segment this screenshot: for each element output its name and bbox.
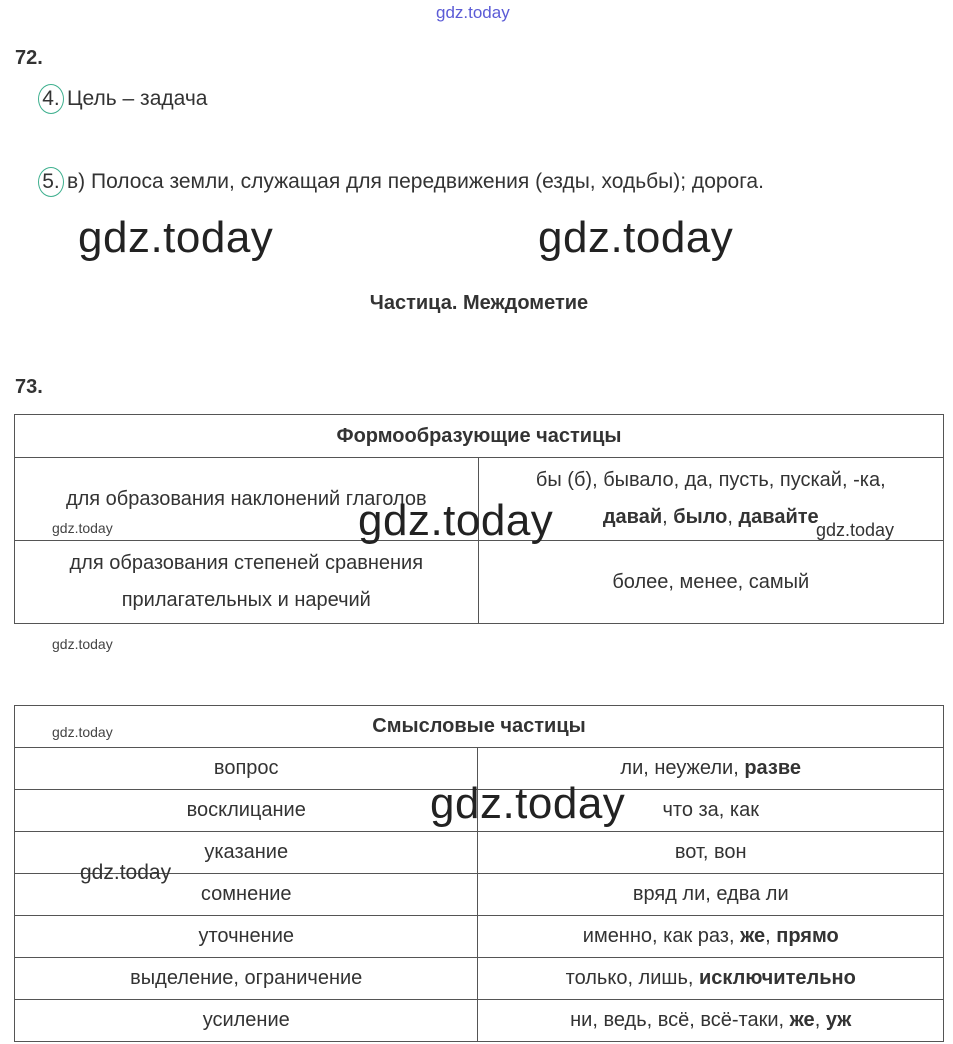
- table-header-row: [15, 706, 944, 748]
- bold-particle: разве: [744, 757, 802, 779]
- particles-text: что за, как: [662, 799, 759, 821]
- task-72-number: 72.: [15, 47, 43, 69]
- watermark-large-table2: gdz.today: [430, 779, 626, 828]
- table-row: [15, 541, 944, 624]
- watermark-small: gdz.today: [52, 724, 113, 740]
- table-cell: [478, 916, 944, 958]
- bold-particle: было: [673, 506, 728, 528]
- table-cell: [478, 874, 944, 916]
- table-cell: для образования наклонений глаголов: [15, 458, 479, 541]
- table-cell: уточнение: [15, 916, 478, 958]
- watermark-small: gdz.today: [52, 636, 113, 652]
- watermark-large-right: gdz.today: [538, 213, 734, 262]
- table-cell: более, менее, самый: [478, 541, 943, 624]
- cell-line: прилагательных и наречий: [121, 589, 371, 611]
- table-cell: усиление: [15, 1000, 478, 1042]
- separator: ,: [727, 506, 739, 528]
- particles-text: именно, как раз,: [582, 925, 741, 947]
- separator: ,: [814, 1009, 826, 1031]
- watermark-medium: gdz.today: [80, 861, 172, 884]
- task-73-number: 73.: [15, 376, 43, 398]
- table-cell: сомнение: [15, 874, 478, 916]
- separator: ,: [662, 506, 674, 528]
- particles-text: только, лишь,: [565, 967, 699, 989]
- bold-particle: уж: [825, 1009, 852, 1031]
- item-5-number: 5.: [38, 167, 64, 197]
- separator: ,: [765, 925, 777, 947]
- section-title: Частица. Междометие: [369, 292, 589, 314]
- table-row: [15, 1000, 944, 1042]
- table-cell: указание: [15, 832, 478, 874]
- bold-particle: давайте: [738, 506, 819, 528]
- watermark-large-left: gdz.today: [78, 213, 274, 262]
- table-header-row: [15, 415, 944, 458]
- table-cell: [15, 541, 479, 624]
- table-cell: [478, 1000, 944, 1042]
- task-72-item-5: [38, 167, 764, 197]
- table-row: [15, 958, 944, 1000]
- bold-particle: прямо: [776, 925, 839, 947]
- table-cell: вопрос: [15, 748, 478, 790]
- bold-particle: же: [789, 1009, 815, 1031]
- table-cell: выделение, ограничение: [15, 958, 478, 1000]
- watermark-top: gdz.today: [436, 3, 510, 22]
- cell-line: бы (б), бывало, да, пусть, пускай, -ка,: [535, 469, 886, 491]
- bold-particle: исключительно: [698, 967, 856, 989]
- table-cell: [478, 958, 944, 1000]
- table-row: [15, 916, 944, 958]
- watermark-small: gdz.today: [52, 520, 113, 536]
- bold-particle: же: [740, 925, 766, 947]
- watermark-small: gdz.today: [816, 520, 895, 540]
- table-cell: [478, 832, 944, 874]
- table-cell: восклицание: [15, 790, 478, 832]
- task-72-item-4: [38, 84, 207, 114]
- particles-text: вот, вон: [674, 841, 747, 863]
- particles-text: вряд ли, едва ли: [632, 883, 789, 905]
- cell-line: для образования степеней сравнения: [69, 552, 424, 574]
- watermark-large-table1: gdz.today: [358, 496, 554, 545]
- bold-particle: давай: [602, 506, 663, 528]
- particles-text: ли, неужели,: [620, 757, 745, 779]
- item-4-number: 4.: [38, 84, 64, 114]
- item-4-text: Цель – задача: [67, 87, 208, 110]
- particles-text: ни, ведь, всё, всё-таки,: [570, 1009, 790, 1031]
- item-5-text: в) Полоса земли, служащая для передвижения (езды, ходьбы); дорога.: [67, 170, 764, 193]
- table-header: Смысловые частицы: [15, 706, 944, 748]
- table-header: Формообразующие частицы: [15, 415, 944, 458]
